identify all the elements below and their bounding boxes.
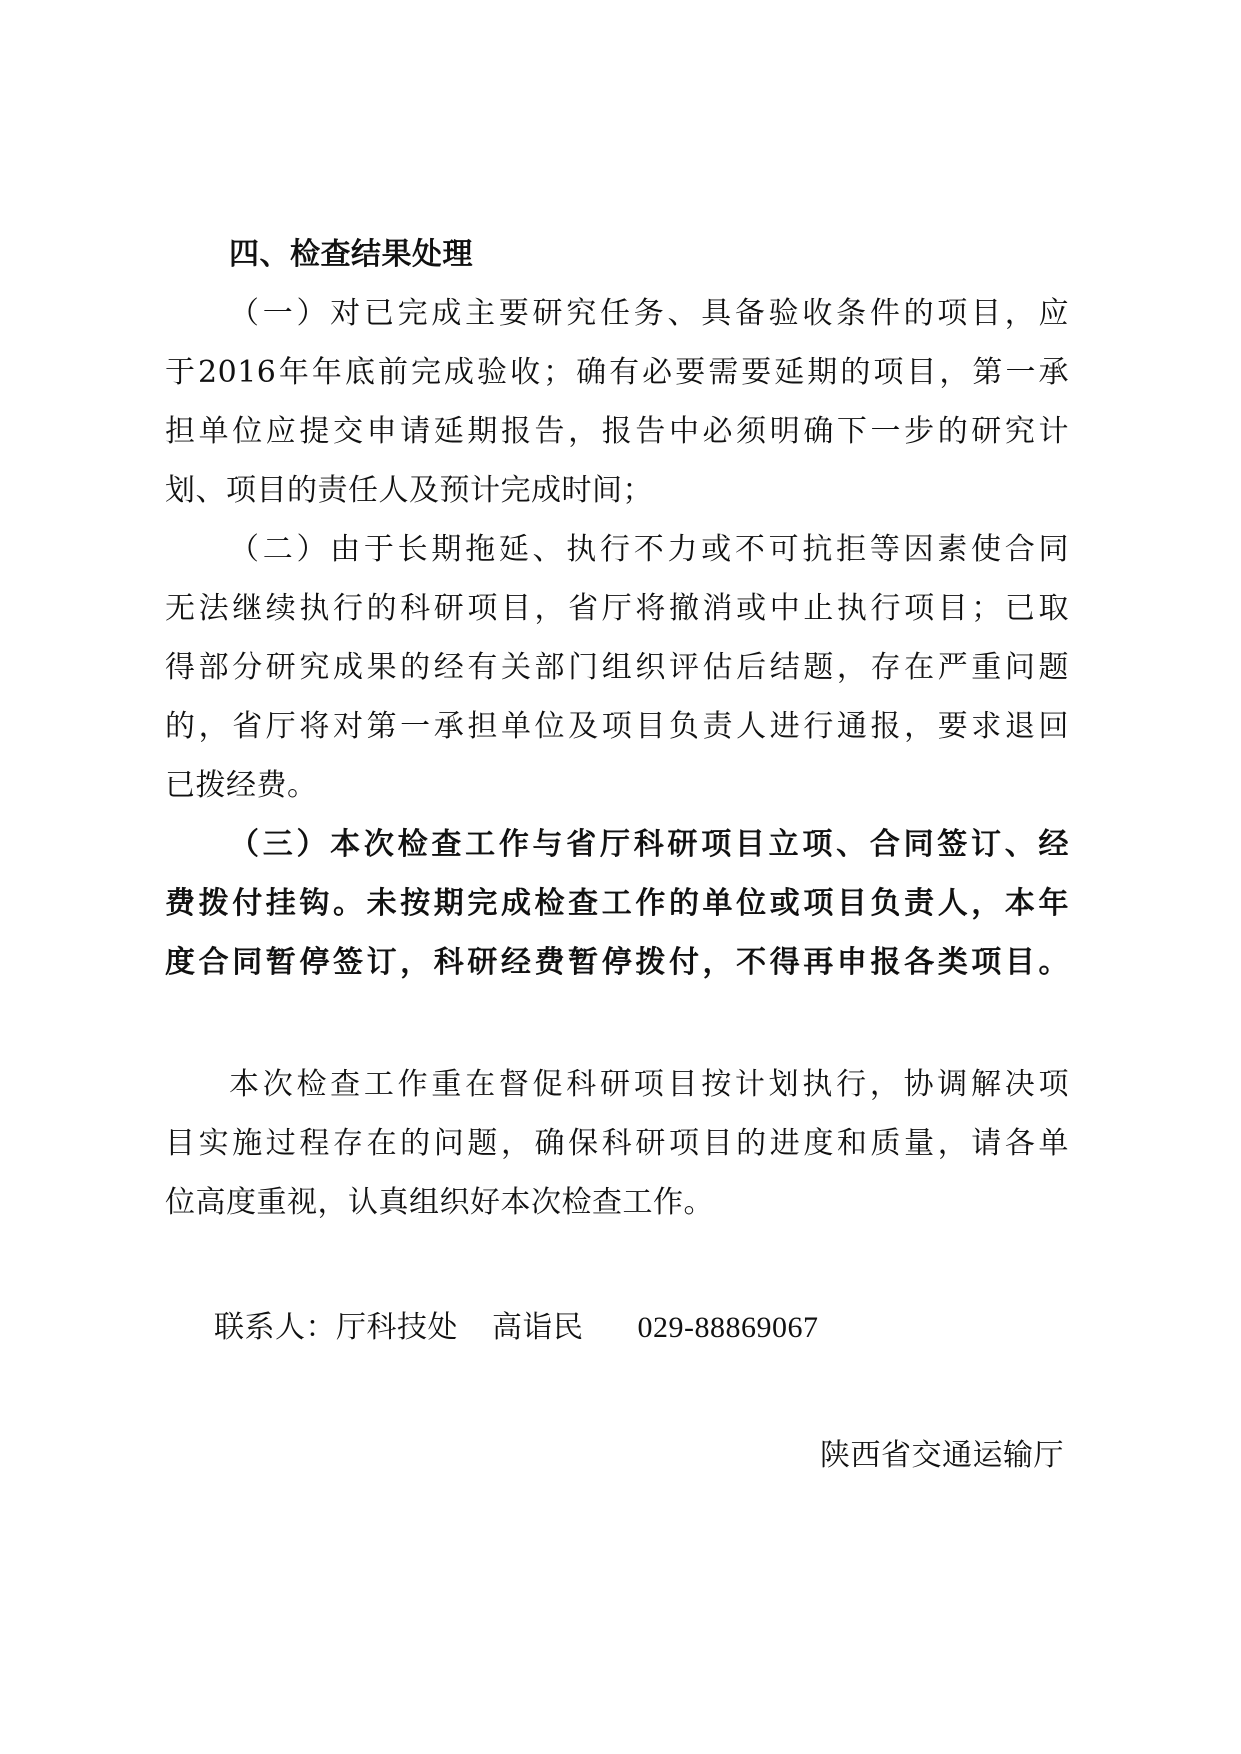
item2-line-3: 得部分研究成果的经有关部门组织评估后结题，存在严重问题 (165, 650, 1069, 685)
item1-line-4: 划、项目的责任人及预计完成时间； (165, 473, 653, 508)
item3-line-2: 费拨付挂钩。未按期完成检查工作的单位或项目负责人，本年 (165, 886, 1069, 921)
closing-line-3: 位高度重视，认真组织好本次检查工作。 (165, 1185, 714, 1220)
closing-line-2: 目实施过程存在的问题，确保科研项目的进度和质量，请各单 (165, 1126, 1069, 1161)
contact-label: 联系人： (214, 1310, 336, 1345)
contact-phone: 029-88869067 (637, 1311, 819, 1344)
closing-line-1: 本次检查工作重在督促科研项目按计划执行，协调解决项 (229, 1067, 1069, 1102)
item2-line-2: 无法继续执行的科研项目，省厅将撤消或中止执行项目；已取 (165, 591, 1069, 626)
item3-line-1: （三）本次检查工作与省厅科研项目立项、合同签订、经 (229, 827, 1069, 862)
item1-line-2: 于2016年年底前完成验收；确有必要需要延期的项目，第一承 (165, 355, 1069, 390)
item2-line-1: （二）由于长期拖延、执行不力或不可抗拒等因素使合同 (229, 532, 1069, 567)
item3-line-3: 度合同暂停签订，科研经费暂停拨付，不得再申报各类项目。 (165, 945, 1069, 980)
section-heading: 四、检查结果处理 (229, 237, 473, 272)
item2-line-5: 已拨经费。 (165, 768, 318, 803)
item1-line-1: （一）对已完成主要研究任务、具备验收条件的项目，应 (229, 296, 1069, 331)
item1-line-3: 担单位应提交申请延期报告，报告中必须明确下一步的研究计 (165, 414, 1069, 449)
issuer-signature: 陕西省交通运输厅 (820, 1438, 1064, 1473)
contact-department: 厅科技处 (336, 1310, 458, 1345)
contact-person: 高诣民 (492, 1310, 584, 1345)
item2-line-4: 的，省厅将对第一承担单位及项目负责人进行通报，要求退回 (165, 709, 1069, 744)
contact-line (214, 1310, 819, 1346)
